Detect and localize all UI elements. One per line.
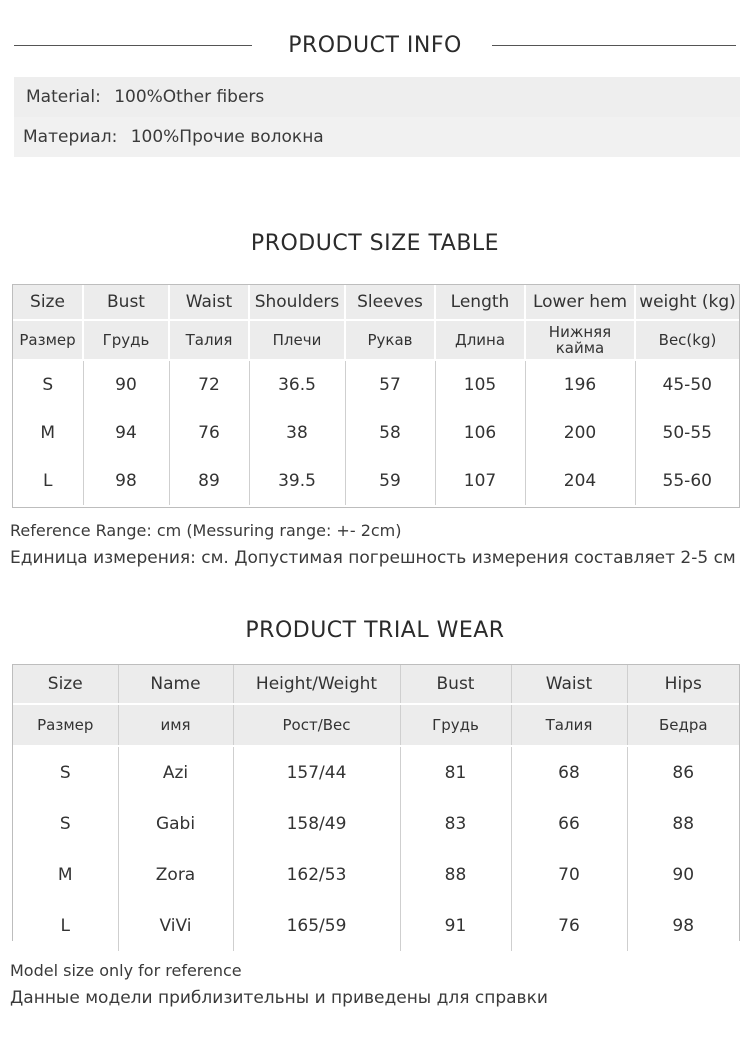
material-ru-label: Материал:: [23, 127, 118, 147]
material-en-label: Material:: [26, 87, 101, 107]
trial-wear-table: [13, 665, 739, 951]
table-row: [13, 798, 739, 849]
wear-height-weight-cell: 162/53: [233, 849, 400, 900]
lower-hem-cell: 204: [525, 457, 635, 505]
wear-size-cell: M: [13, 849, 118, 900]
size-header-ru-sleeves: Рукав: [345, 320, 435, 360]
wear-bust-cell: 91: [400, 900, 511, 951]
waist-cell: 72: [169, 360, 249, 409]
size-header-ru-bust: Грудь: [83, 320, 169, 360]
wear-header-ru-bust: Грудь: [400, 704, 511, 746]
size-cell: M: [13, 409, 83, 457]
heading-rule-right: [492, 45, 736, 46]
trial-note-ru: Данные модели приблизительны и приведены для справки: [10, 988, 548, 1008]
size-header-weight: weight (kg): [635, 285, 739, 320]
size-cell: S: [13, 360, 83, 409]
sleeves-cell: 58: [345, 409, 435, 457]
wear-size-cell: S: [13, 798, 118, 849]
wear-header-ru-hips: Бедра: [627, 704, 739, 746]
wear-header-hips: Hips: [627, 665, 739, 704]
size-header-bust: Bust: [83, 285, 169, 320]
size-header-ru-shoulders: Плечи: [249, 320, 345, 360]
size-table-header-en: [13, 285, 739, 320]
material-en-value: 100%Other fibers: [114, 87, 265, 107]
table-row: [13, 409, 739, 457]
material-ru-row: [14, 117, 740, 157]
size-header-length: Length: [435, 285, 525, 320]
wear-name-cell: ViVi: [118, 900, 233, 951]
size-table-header-ru: [13, 320, 739, 360]
waist-cell: 76: [169, 409, 249, 457]
wear-waist-cell: 68: [511, 746, 627, 798]
table-row: [13, 360, 739, 409]
wear-header-name: Name: [118, 665, 233, 704]
wear-header-size: Size: [13, 665, 118, 704]
wear-waist-cell: 70: [511, 849, 627, 900]
shoulders-cell: 38: [249, 409, 345, 457]
size-header-ru-waist: Талия: [169, 320, 249, 360]
material-en-row: [14, 77, 740, 117]
wear-size-cell: L: [13, 900, 118, 951]
bust-cell: 98: [83, 457, 169, 505]
shoulders-cell: 36.5: [249, 360, 345, 409]
waist-cell: 89: [169, 457, 249, 505]
bust-cell: 90: [83, 360, 169, 409]
table-row: [13, 746, 739, 798]
trial-wear-header-ru: [13, 704, 739, 746]
trial-note-en: Model size only for reference: [10, 961, 242, 980]
table-row: [13, 900, 739, 951]
wear-bust-cell: 83: [400, 798, 511, 849]
wear-height-weight-cell: 157/44: [233, 746, 400, 798]
wear-header-ru-height-weight: Рост/Вес: [233, 704, 400, 746]
size-header-shoulders: Shoulders: [249, 285, 345, 320]
shoulders-cell: 39.5: [249, 457, 345, 505]
wear-height-weight-cell: 165/59: [233, 900, 400, 951]
wear-header-ru-size: Размер: [13, 704, 118, 746]
size-table: [13, 285, 739, 505]
wear-header-bust: Bust: [400, 665, 511, 704]
sleeves-cell: 57: [345, 360, 435, 409]
length-cell: 105: [435, 360, 525, 409]
wear-header-ru-waist: Талия: [511, 704, 627, 746]
table-row: [13, 457, 739, 505]
material-ru-value: 100%Прочие волокна: [130, 127, 324, 147]
trial-wear-header-en: [13, 665, 739, 704]
weight-cell: 50-55: [635, 409, 739, 457]
weight-cell: 45-50: [635, 360, 739, 409]
table-row: [13, 849, 739, 900]
length-cell: 107: [435, 457, 525, 505]
wear-height-weight-cell: 158/49: [233, 798, 400, 849]
wear-bust-cell: 88: [400, 849, 511, 900]
wear-header-ru-name: имя: [118, 704, 233, 746]
lower-hem-cell: 196: [525, 360, 635, 409]
wear-header-waist: Waist: [511, 665, 627, 704]
wear-waist-cell: 66: [511, 798, 627, 849]
wear-bust-cell: 81: [400, 746, 511, 798]
wear-size-cell: S: [13, 746, 118, 798]
length-cell: 106: [435, 409, 525, 457]
wear-name-cell: Gabi: [118, 798, 233, 849]
wear-header-height-weight: Height/Weight: [233, 665, 400, 704]
wear-name-cell: Zora: [118, 849, 233, 900]
size-header-size: Size: [13, 285, 83, 320]
size-note-en: Reference Range: cm (Messuring range: +- 2cm): [10, 521, 402, 540]
size-cell: L: [13, 457, 83, 505]
wear-hips-cell: 88: [627, 798, 739, 849]
size-note-ru: Единица измерения: см. Допустимая погрешность измерения составляет 2-5 см: [10, 548, 736, 568]
size-header-ru-size: Размер: [13, 320, 83, 360]
sleeves-cell: 59: [345, 457, 435, 505]
wear-hips-cell: 98: [627, 900, 739, 951]
wear-waist-cell: 76: [511, 900, 627, 951]
size-header-ru-length: Длина: [435, 320, 525, 360]
product-info-title: PRODUCT INFO: [288, 33, 462, 58]
size-header-sleeves: Sleeves: [345, 285, 435, 320]
size-header-ru-lower-hem: Нижняя кайма: [525, 320, 635, 360]
size-header-waist: Waist: [169, 285, 249, 320]
size-table-title: PRODUCT SIZE TABLE: [250, 231, 500, 256]
size-header-lower-hem: Lower hem: [525, 285, 635, 320]
wear-name-cell: Azi: [118, 746, 233, 798]
wear-hips-cell: 90: [627, 849, 739, 900]
weight-cell: 55-60: [635, 457, 739, 505]
trial-wear-title: PRODUCT TRIAL WEAR: [245, 618, 505, 643]
lower-hem-cell: 200: [525, 409, 635, 457]
bust-cell: 94: [83, 409, 169, 457]
size-header-ru-weight: Вес(kg): [635, 320, 739, 360]
wear-hips-cell: 86: [627, 746, 739, 798]
